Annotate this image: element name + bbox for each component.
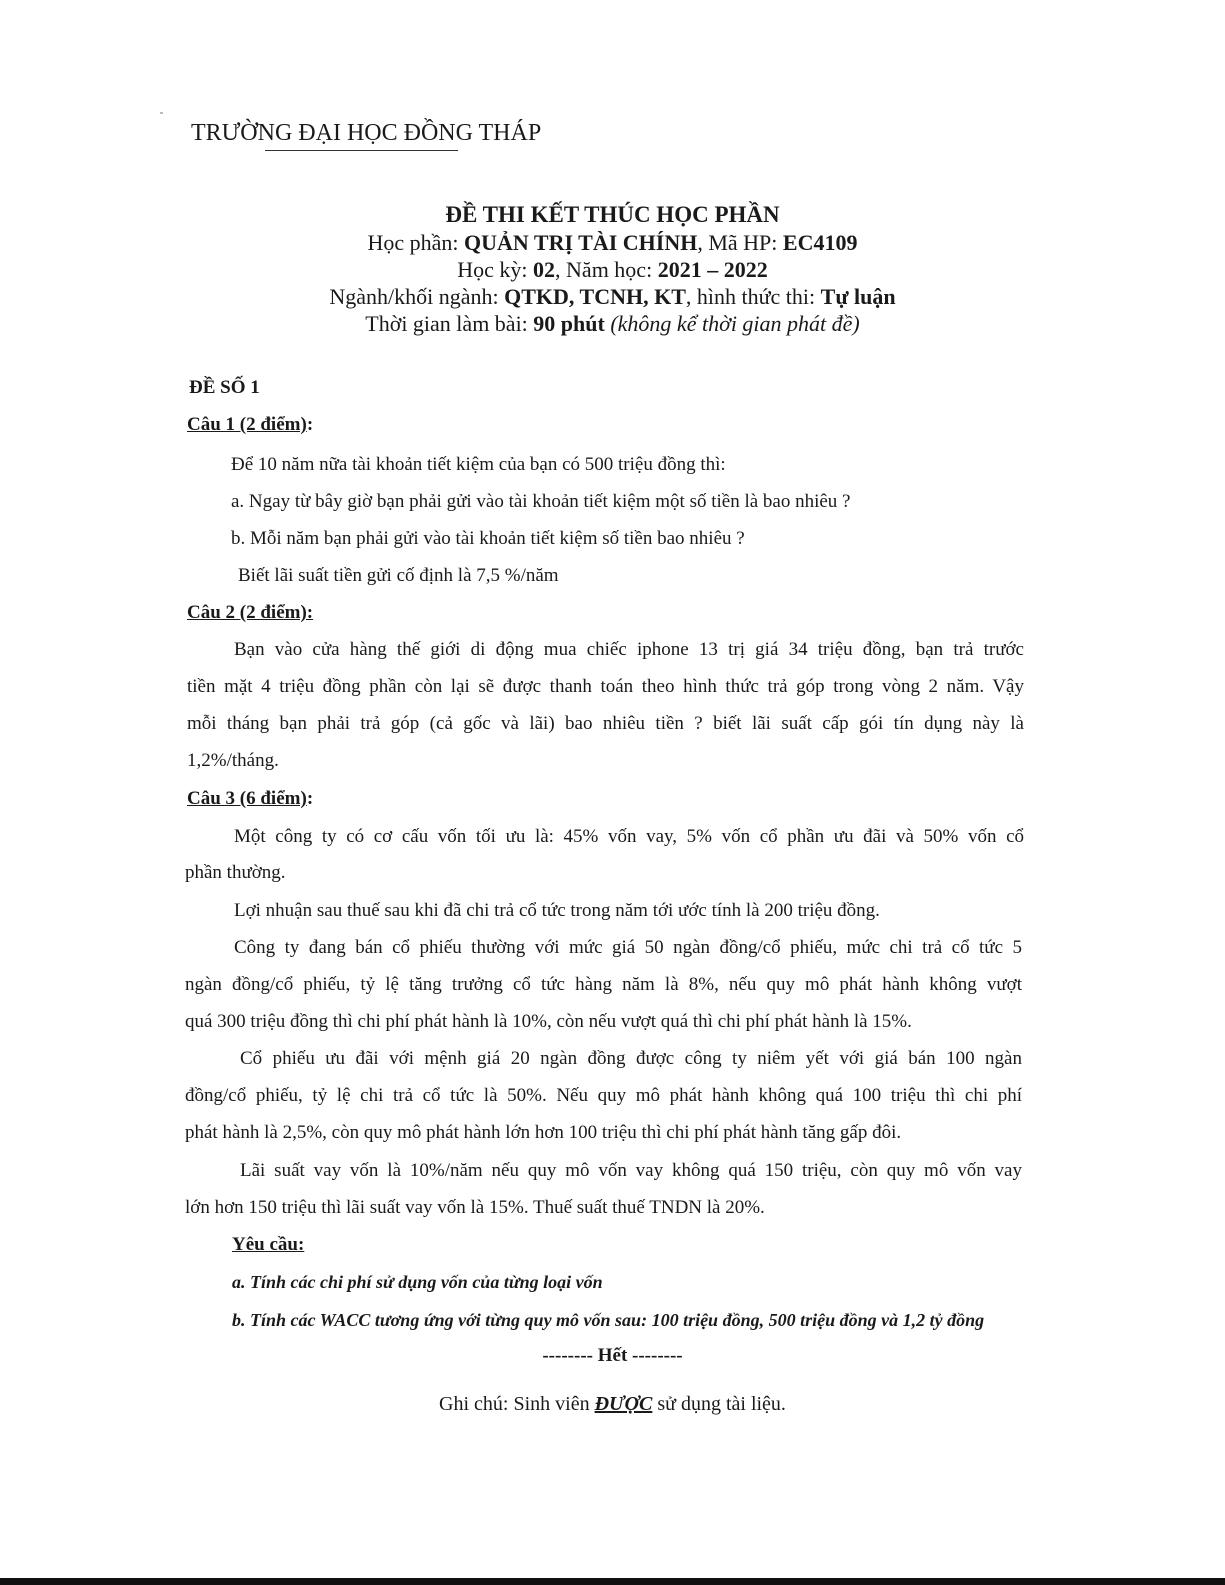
q3-p4-line-1: Cổ phiếu ưu đãi với mệnh giá 20 ngàn đồng được công ty niêm yết với giá bán 100 ngàn — [240, 1048, 1022, 1069]
q3-heading-text: Câu 3 (6 điểm) — [187, 788, 307, 809]
q3-p3-line-2: ngàn đồng/cổ phiếu, tỷ lệ tăng trưởng cổ tức hàng năm là 8%, nếu quy mô phát hành không vượt — [185, 974, 1022, 995]
footnote-emphasis: ĐƯỢC — [594, 1393, 653, 1415]
q1-item-b: b. Mỗi năm bạn phải gửi vào tài khoản tiết kiệm số tiền bao nhiêu ? — [231, 528, 745, 549]
requirements-heading-text: Yêu cầu: — [232, 1234, 305, 1255]
school-underline — [265, 150, 458, 151]
q2-heading-text: Câu 2 (2 điểm): — [187, 602, 314, 623]
major-label: Ngành/khối ngành: — [329, 284, 505, 309]
footnote-prefix: Ghi chú: Sinh viên — [439, 1393, 595, 1415]
q3-p2: Lợi nhuận sau thuế sau khi đã chi trả cổ tức trong năm tới ước tính là 200 triệu đồng. — [234, 900, 880, 921]
footnote-suffix: sử dụng tài liệu. — [652, 1393, 786, 1415]
q3-p5-line-2: lớn hơn 150 triệu thì lãi suất vay vốn là 15%. Thuế suất thuế TNDN là 20%. — [185, 1197, 765, 1218]
q3-p1-line-2: phần thường. — [185, 862, 286, 883]
semester-value: 02 — [533, 257, 556, 282]
major-value: QTKD, TCNH, KT — [504, 284, 686, 309]
course-code-label: , Mã HP: — [697, 230, 783, 255]
requirements-heading — [232, 1234, 304, 1256]
course-label: Học phần: — [367, 230, 465, 255]
major-line — [0, 284, 1225, 310]
semester-line — [0, 257, 1225, 283]
course-code: EC4109 — [782, 230, 858, 255]
q1-item-a: a. Ngay từ bây giờ bạn phải gửi vào tài khoản tiết kiệm một số tiền là bao nhiêu ? — [231, 491, 851, 512]
q1-heading-colon: : — [306, 414, 314, 435]
q1-heading — [187, 414, 313, 436]
q3-p3-line-3: quá 300 triệu đồng thì chi phí phát hành là 10%, còn nếu vượt quá thì chi phí phát hành là 15%. — [185, 1011, 912, 1032]
format-value: Tự luận — [820, 284, 896, 309]
scan-bottom-edge — [0, 1578, 1225, 1585]
course-line — [0, 230, 1225, 256]
exam-number: ĐỀ SỐ 1 — [189, 377, 260, 398]
q3-heading — [187, 788, 313, 810]
q2-line-4: 1,2%/tháng. — [187, 750, 279, 771]
semester-label: Học kỳ: — [457, 257, 534, 282]
duration-line — [0, 311, 1225, 337]
scan-speck — [160, 112, 163, 114]
q3-p4-line-2: đồng/cổ phiếu, tỷ lệ chi trả cổ tức là 50%. Nếu quy mô phát hành không quá 100 triệu thì chi phí — [185, 1085, 1022, 1106]
course-name: QUẢN TRỊ TÀI CHÍNH — [464, 230, 698, 255]
end-marker: -------- Hết -------- — [542, 1345, 683, 1366]
q3-p3-line-1: Công ty đang bán cổ phiếu thường với mức giá 50 ngàn đồng/cổ phiếu, mức chi trả cổ tức 5 — [234, 937, 1022, 958]
q1-intro: Để 10 năm nữa tài khoản tiết kiệm của bạn có 500 triệu đồng thì: — [231, 454, 726, 475]
duration-value: 90 phút — [533, 311, 605, 336]
q2-heading — [187, 602, 313, 624]
format-label: , hình thức thi: — [685, 284, 821, 309]
q3-p1-line-1: Một công ty có cơ cấu vốn tối ưu là: 45% vốn vay, 5% vốn cổ phần ưu đãi và 50% vốn cổ — [234, 826, 1024, 847]
q3-heading-colon: : — [306, 788, 314, 809]
duration-label: Thời gian làm bài: — [365, 311, 534, 336]
footnote — [0, 1393, 1225, 1416]
duration-note: (không kể thời gian phát đề) — [610, 311, 860, 336]
q1-note: Biết lãi suất tiền gửi cố định là 7,5 %/năm — [238, 565, 559, 586]
q1-heading-text: Câu 1 (2 điểm) — [187, 414, 307, 435]
year-label: , Năm học: — [555, 257, 658, 282]
requirement-b: b. Tính các WACC tương ứng với từng quy mô vốn sau: 100 triệu đồng, 500 triệu đồng và 1,2 tỷ đồng — [232, 1310, 985, 1330]
year-value: 2021 – 2022 — [657, 257, 768, 282]
q3-p4-line-3: phát hành là 2,5%, còn quy mô phát hành lớn hơn 100 triệu thì chi phí phát hành tăng gấp đôi. — [185, 1122, 902, 1143]
q2-line-2: tiền mặt 4 triệu đồng phần còn lại sẽ được thanh toán theo hình thức trả góp trong vòng 2 năm. Vậy — [187, 676, 1024, 697]
q2-line-1: Bạn vào cửa hàng thế giới di động mua chiếc iphone 13 trị giá 34 triệu đồng, bạn trả trước — [234, 639, 1024, 660]
q2-line-3: mỗi tháng bạn phải trả góp (cả gốc và lãi) bao nhiêu tiền ? biết lãi suất cấp gói tín dụng này là — [187, 713, 1024, 734]
q3-p5-line-1: Lãi suất vay vốn là 10%/năm nếu quy mô vốn vay không quá 150 triệu, còn quy mô vốn vay — [240, 1160, 1022, 1181]
school-name: TRƯỜNG ĐẠI HỌC ĐỒNG THÁP — [191, 120, 542, 146]
requirement-a: a. Tính các chi phí sử dụng vốn của từng loại vốn — [232, 1272, 603, 1292]
exam-title: ĐỀ THI KẾT THÚC HỌC PHẦN — [445, 202, 780, 227]
